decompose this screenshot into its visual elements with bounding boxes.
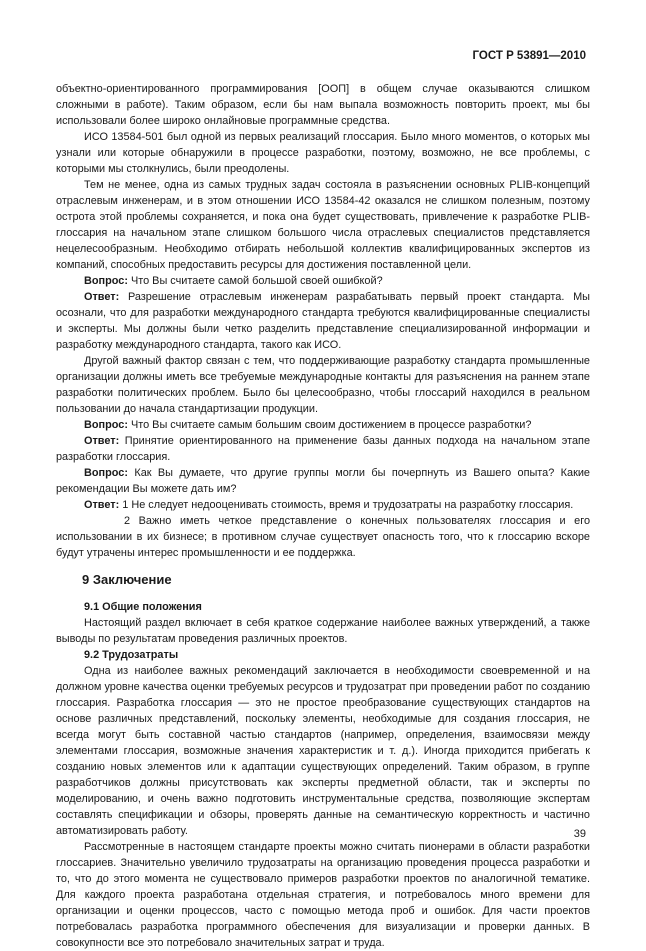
answer-label: Ответ: xyxy=(84,291,120,303)
question-label: Вопрос: xyxy=(84,275,128,287)
question-label: Вопрос: xyxy=(84,419,128,431)
section-heading: 9 Заключение xyxy=(82,572,172,587)
question-label: Вопрос: xyxy=(84,467,128,479)
answer-3 xyxy=(56,497,590,513)
subsection-heading: 9.1 Общие положения xyxy=(84,601,202,613)
question-3 xyxy=(56,465,590,497)
answer-2 xyxy=(56,433,590,465)
page-number: 39 xyxy=(573,828,586,840)
paragraph: Одна из наиболее важных рекомендаций заключается в необходимости своевременной и на должном уровне качества оценки требуемых ресурсов и трудозатрат при проведении работ по созданию глоссария. Разработка глоссария — это не простое преобразование существующих стандартов на основе различных представлений, поскольку элементы, необходимые для создания глоссария, не всегда могут быть составной частью стандартов (например, определения, взаимосвязи между элементами глоссария, возможные значения характеристик и т. д.). Иногда приходится прибегать к созданию новых элементов или к адаптации существующих определений. Таким образом, в группе разработчиков должны присутствовать как эксперты предметной области, так и эксперты по моделированию, и очень важно подготовить инструментальные средства, позволяющие экспертам составлять спецификации и обзоры, проверять данные на семантическую корректность и частично автоматизировать работу. xyxy=(56,665,590,837)
answer-item-2: 2 Важно иметь четкое представление о конечных пользователях глоссария и его использовании в их бизнесе; в противном случае существует опасность того, что к глоссарию вскоре будут утрачены интерес промышленности и ее поддержка. xyxy=(56,515,590,559)
paragraph: Другой важный фактор связан с тем, что поддерживающие разработку стандарта промышленные организации должны иметь все требуемые международные контакты для разъяснения на раннем этапе разработки политических проблем. Было бы целесообразно, чтобы глоссарий находился в реальном пользовании до начала стандартизации продукции. xyxy=(56,355,590,415)
question-2 xyxy=(56,417,590,433)
question-1 xyxy=(56,273,590,289)
answer-label: Ответ: xyxy=(84,435,120,447)
answer-label: Ответ: xyxy=(84,499,120,511)
subsection-heading: 9.2 Трудозатраты xyxy=(84,649,179,661)
question-text: Что Вы считаете самым большим своим достижением в процессе разработки? xyxy=(127,419,532,431)
paragraph: Тем не менее, одна из самых трудных задач состояла в разъяснении основных PLIB-концепций отраслевым инженерам, и в этом отношении ИСО 13584-42 оказался не слишком полезным, поэтому острота этой проблемы сохраняется, и пока она будет существовать, привлечение к разработке PLIB-глоссария на начальном этапе слишком большого числа отраслевых специалистов представляется нецелесообразным. Необходимо отбирать небольшой коллектив квалифицированных экспертов из компаний, способных предоставить ресурсы для достижения поставленной цели. xyxy=(56,179,590,271)
question-text: Что Вы считаете самой большой своей ошибкой? xyxy=(127,275,383,287)
paragraph: ИСО 13584-501 был одной из первых реализаций глоссария. Было много моментов, о которых мы узнали или которые обнаружили в процессе разработки, поэтому, возможно, не все проблемы, с которыми мы столкнулись, были преодолены. xyxy=(56,131,590,175)
answer-item-1: 1 Не следует недооценивать стоимость, время и трудозатраты на разработку глоссария. xyxy=(119,499,574,511)
document-header: ГОСТ Р 53891—2010 xyxy=(472,50,586,62)
answer-text: Принятие ориентированного на применение базы данных подхода на начальном этапе разработки глоссария. xyxy=(56,435,590,463)
answer-text: Разрешение отраслевым инженерам разрабатывать первый проект стандарта. Мы осознали, что для разработки международного стандарта требуются квалифицированные специалисты и эксперты. Мы должны были четко разделить представление специализированной информации и разработку международного стандарта, такого как ИСО. xyxy=(56,291,590,351)
page-body xyxy=(56,81,590,951)
paragraph: Настоящий раздел включает в себя краткое содержание наиболее важных утверждений, а также выводы по результатам проведения различных проектов. xyxy=(56,617,590,645)
paragraph: Рассмотренные в настоящем стандарте проекты можно считать пионерами в области разработки глоссариев. Значительно увеличило трудозатраты на организацию проведения процесса разработки и то, что до этого момента не существовало примеров разработки проектов по аналогичной тематике. Для каждого проекта разработана отдельная стратегия, и потребовалось много времени для организации и оценки процессов, часто с помощью метода проб и ошибок. Для части проектов потребовалась разработка программного обеспечения для визуализации и проверки данных. В совокупности все это потребовало значительных затрат и труда. xyxy=(56,841,590,949)
answer-1 xyxy=(56,289,590,353)
paragraph: объектно-ориентированного программирования [ООП] в общем случае оказываются слишком сложными в работе). Таким образом, если бы нам выпала возможность повторить проект, мы бы использовали более широко онлайновые программные средства. xyxy=(56,83,590,127)
question-text: Как Вы думаете, что другие группы могли бы почерпнуть из Вашего опыта? Какие рекомендации Вы можете дать им? xyxy=(56,467,590,495)
